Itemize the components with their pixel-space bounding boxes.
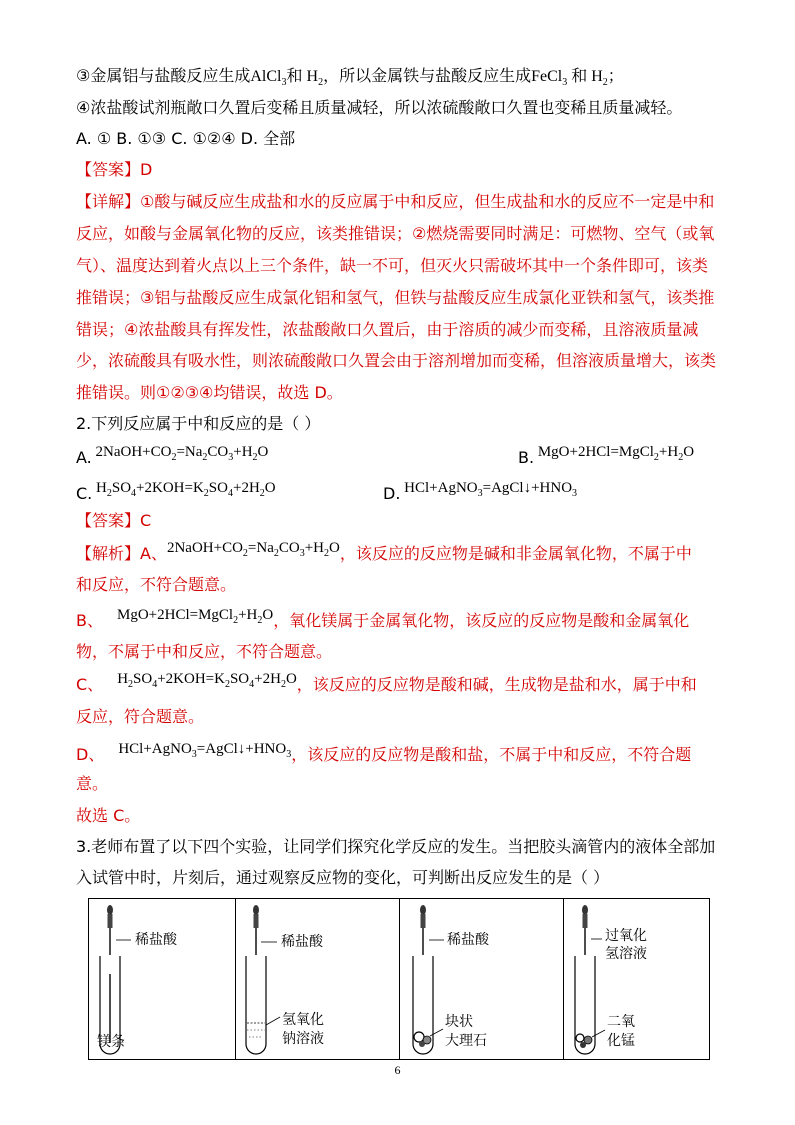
q1-detail-line: 【详解】①酸与碱反应生成盐和水的反应属于中和反应，但生成盐和水的反应不一定是中和 [76, 192, 715, 211]
dropper-icon [420, 905, 426, 955]
q1-detail-line: 气）、温度达到着火点以上三个条件，缺一不可，但灭火只需破坏其中一个条件即可，该类 [76, 256, 709, 275]
label-hydrogen-peroxide: 氢溶液 [605, 946, 647, 962]
q2-explain-b: B、 $MgO+2HCl=MgCl_2+H_2O$，氧化镁属于金属氧化物，该反应的反应物是酸和金属氧化 [76, 607, 690, 630]
label-sodium-hydroxide: 氢氧化 [282, 1012, 324, 1028]
q2-explain-b-cont: 物，不属于中和反应，不符合题意。 [76, 642, 333, 661]
label-dilute-hcl: 稀盐酸 [281, 934, 323, 950]
q2-stem: 2.下列反应属于中和反应的是（ ） [76, 414, 321, 433]
dropper-icon [107, 905, 113, 955]
q1-detail-line: 错误；④浓盐酸具有挥发性，浓盐酸敞口久置后，由于溶质的减少而变稀，且溶液质量减 [76, 320, 699, 339]
label-manganese-dioxide: 化锰 [607, 1033, 635, 1049]
q2-explain-d: D、 $HCl+AgNO_3=AgCl↓+HNO_3$，该反应的反应物是酸和盐，不属于中和反应，不符合题 [76, 741, 692, 764]
q2-conclusion: 故选 C。 [76, 806, 141, 825]
label-hydrogen-peroxide: 过氧化 [605, 928, 647, 944]
page-number: 6 [394, 1063, 401, 1077]
label-manganese-dioxide: 二氧 [607, 1014, 635, 1030]
q2-option-a: A. $2NaOH+CO_2=Na_2CO_3+H_2O$ [76, 444, 269, 467]
q2-explain-d-cont: 意。 [76, 774, 109, 793]
q2-option-d: D. $HCl+AgNO_3=AgCl↓+HNO_3$ [383, 480, 578, 503]
q2-option-b: B. $MgO+2HCl=MgCl_2+H_2O$ [518, 444, 695, 467]
q1-detail-line: 推错误。则①②③④均错误，故选 D。 [76, 383, 343, 402]
q3-stem-line2: 入试管中时，片刻后，通过观察反应物的变化，可判断出反应发生的是（ ） [76, 868, 610, 887]
dropper-icon [253, 905, 259, 955]
label-dilute-hcl: 稀盐酸 [447, 932, 489, 948]
q1-detail-line: 推错误；③铝与盐酸反应生成氯化铝和氢气，但铁与盐酸反应生成氯化亚铁和氢气，该类推 [76, 288, 715, 307]
q1-detail-line: 反应，如酸与金属氧化物的反应，该类推错误；②燃烧需要同时满足：可燃物、空气（或氧 [76, 224, 715, 243]
statement-3: ③金属铝与盐酸反应生成AlCl$_3$和 $H_2$，所以金属铁与盐酸反应生成FeCl$_3$ 和 $H_2$； [76, 66, 624, 89]
q2-answer: 【答案】C [76, 511, 152, 530]
q2-explain-a-cont: 和反应，不符合题意。 [76, 575, 237, 594]
q2-option-c: C. $H_2SO_4+2KOH=K_2SO_4+2H_2O$ [76, 480, 276, 503]
label-dilute-hcl: 稀盐酸 [135, 932, 177, 948]
statement-4: ④浓盐酸试剂瓶敞口久置后变稀且质量减轻，所以浓硫酸敞口久置也变稀且质量减轻。 [76, 98, 683, 117]
test-tube-icon [246, 956, 266, 1054]
dropper-icon [582, 905, 588, 955]
q2-explain-c: C、 $H_2SO_4+2KOH=K_2SO_4+2H_2O$，该反应的反应物是酸和碱，生成物是盐和水，属于中和 [76, 671, 697, 694]
q1-answer: 【答案】D [76, 160, 153, 179]
label-sodium-hydroxide: 钠溶液 [282, 1031, 324, 1047]
q3-stem-line1: 3.老师布置了以下四个实验，让同学们探究化学反应的发生。当把胶头滴管内的液体全部加 [76, 837, 716, 856]
experiment-figure [88, 898, 710, 1060]
label-marble: 块状 [445, 1014, 473, 1030]
q2-explain-c-cont: 反应，符合题意。 [76, 707, 205, 726]
q1-detail-line: 少，浓硫酸具有吸水性，则浓硫酸敞口久置会由于溶剂增加而变稀，但溶液质量增大，该类 [76, 351, 717, 370]
q2-explain-a: 【解析】A、$2NaOH+CO_2=Na_2CO_3+H_2O$，该反应的反应物是碱和非金属氧化物，不属于中 [76, 540, 692, 563]
q1-choices: A. ① B. ①③ C. ①②④ D. 全部 [76, 129, 296, 148]
label-magnesium-ribbon: 镁条 [97, 1034, 125, 1050]
label-marble: 大理石 [445, 1033, 487, 1049]
